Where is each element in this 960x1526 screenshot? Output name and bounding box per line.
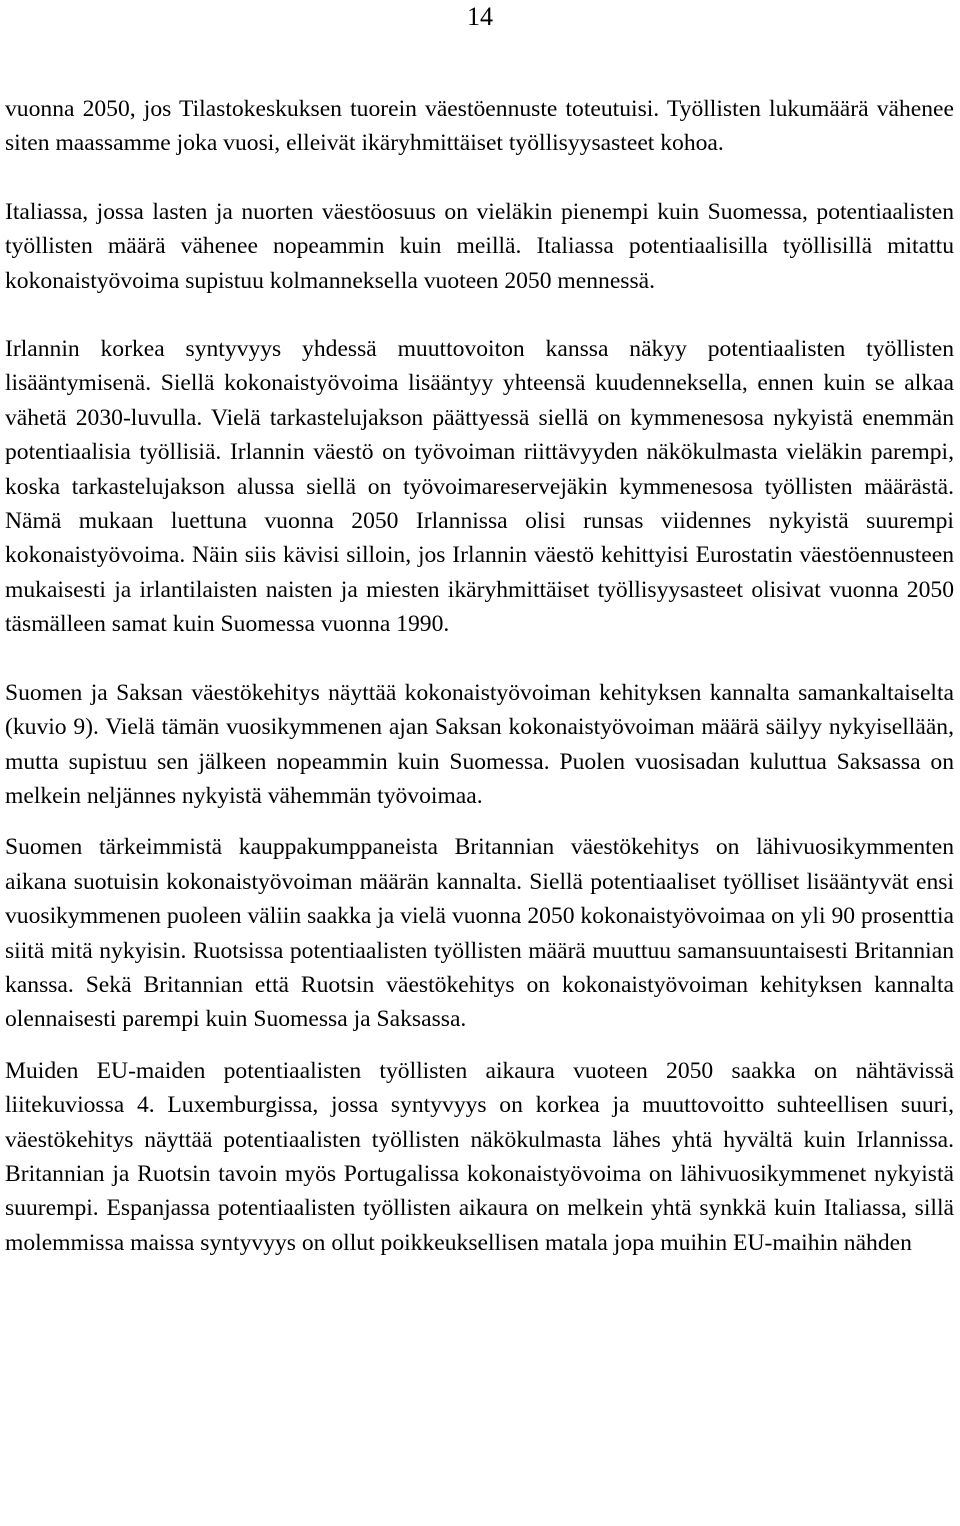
paragraph: Muiden EU-maiden potentiaalisten työllisten aikaura vuoteen 2050 saakka on nähtävissä liitekuviossa 4. Luxemburgissa, jossa syntyvyys on korkea ja muuttovoitto suhteellisen suuri, väestökehitys näyttää potentiaalisten työllisten näkökulmasta lähes yhtä hyvältä kuin Irlannissa. Britannian ja Ruotsin tavoin myös Portugalissa kokonaistyövoima on lähivuosikymmenet nykyistä suurempi. Espanjassa potentiaalisten työllisten aikaura on melkein yhtä synkkä kuin Italiassa, sillä molemmissa maissa syntyvyys on ollut poikkeuksellisen matala jopa muihin EU-maihin nähden xyxy=(5,1057,954,1256)
body-text xyxy=(5,92,954,1260)
paragraph: Suomen tärkeimmistä kauppakumppaneista Britannian väestökehitys on lähivuosikymmenten aikana suotuisin kokonaistyövoiman määrän kannalta. Siellä potentiaaliset työlliset lisääntyvät ensi vuosikymmenen puoleen väliin saakka ja vielä vuonna 2050 kokonaistyövoimaa on yli 90 prosenttia siitä mitä nykyisin. Ruotsissa potentiaalisten työllisten määrä muuttuu samansuuntaisesti Britannian kanssa. Sekä Britannian että Ruotsin väestökehitys on kokonaistyövoiman kehityksen kannalta olennaisesti parempi kuin Suomessa ja Saksassa. xyxy=(5,834,954,1033)
paragraph: Suomen ja Saksan väestökehitys näyttää kokonaistyövoiman kehityksen kannalta samankaltaiselta (kuvio 9). Vielä tämän vuosikymmenen ajan Saksan kokonaistyövoiman määrä säilyy nykyisellään, mutta supistuu sen jälkeen nopeammin kuin Suomessa. Puolen vuosisadan kuluttua Saksassa on melkein neljännes nykyistä vähemmän työvoimaa. xyxy=(5,679,954,809)
paragraph: vuonna 2050, jos Tilastokeskuksen tuorein väestöennuste toteutuisi. Työllisten lukumäärä vähenee siten maassamme joka vuosi, elleivät ikäryhmittäiset työllisyysasteet kohoa. xyxy=(5,96,954,157)
paragraph: Italiassa, jossa lasten ja nuorten väestöosuus on vieläkin pienempi kuin Suomessa, potentiaalisten työllisten määrä vähenee nopeammin kuin meillä. Italiassa potentiaalisilla työllisillä mitattu kokonaistyövoima supistuu kolmanneksella vuoteen 2050 mennessä. xyxy=(5,198,954,294)
page-number: 14 xyxy=(467,2,493,31)
paragraph: Irlannin korkea syntyvyys yhdessä muuttovoiton kanssa näkyy potentiaalisten työllisten lisääntymisenä. Siellä kokonaistyövoima lisääntyy yhteensä kuudenneksella, ennen kuin se alkaa vähetä 2030-luvulla. Vielä tarkastelujakson päättyessä siellä on kymmenesosa nykyistä enemmän potentiaalisia työllisiä. Irlannin väestö on työvoiman riittävyyden näkökulmasta vieläkin parempi, koska tarkastelujakson alussa siellä on työvoimareservejäkin kymmenesosa työllisten määrästä. Nämä mukaan luettuna vuonna 2050 Irlannissa olisi runsas viidennes nykyistä suurempi kokonaistyövoima. Näin siis kävisi silloin, jos Irlannin väestö kehittyisi Eurostatin väestöennusteen mukaisesti ja irlantilaisten naisten ja miesten ikäryhmittäiset työllisyysasteet olisivat vuonna 2050 täsmälleen samat kuin Suomessa vuonna 1990. xyxy=(5,336,954,638)
